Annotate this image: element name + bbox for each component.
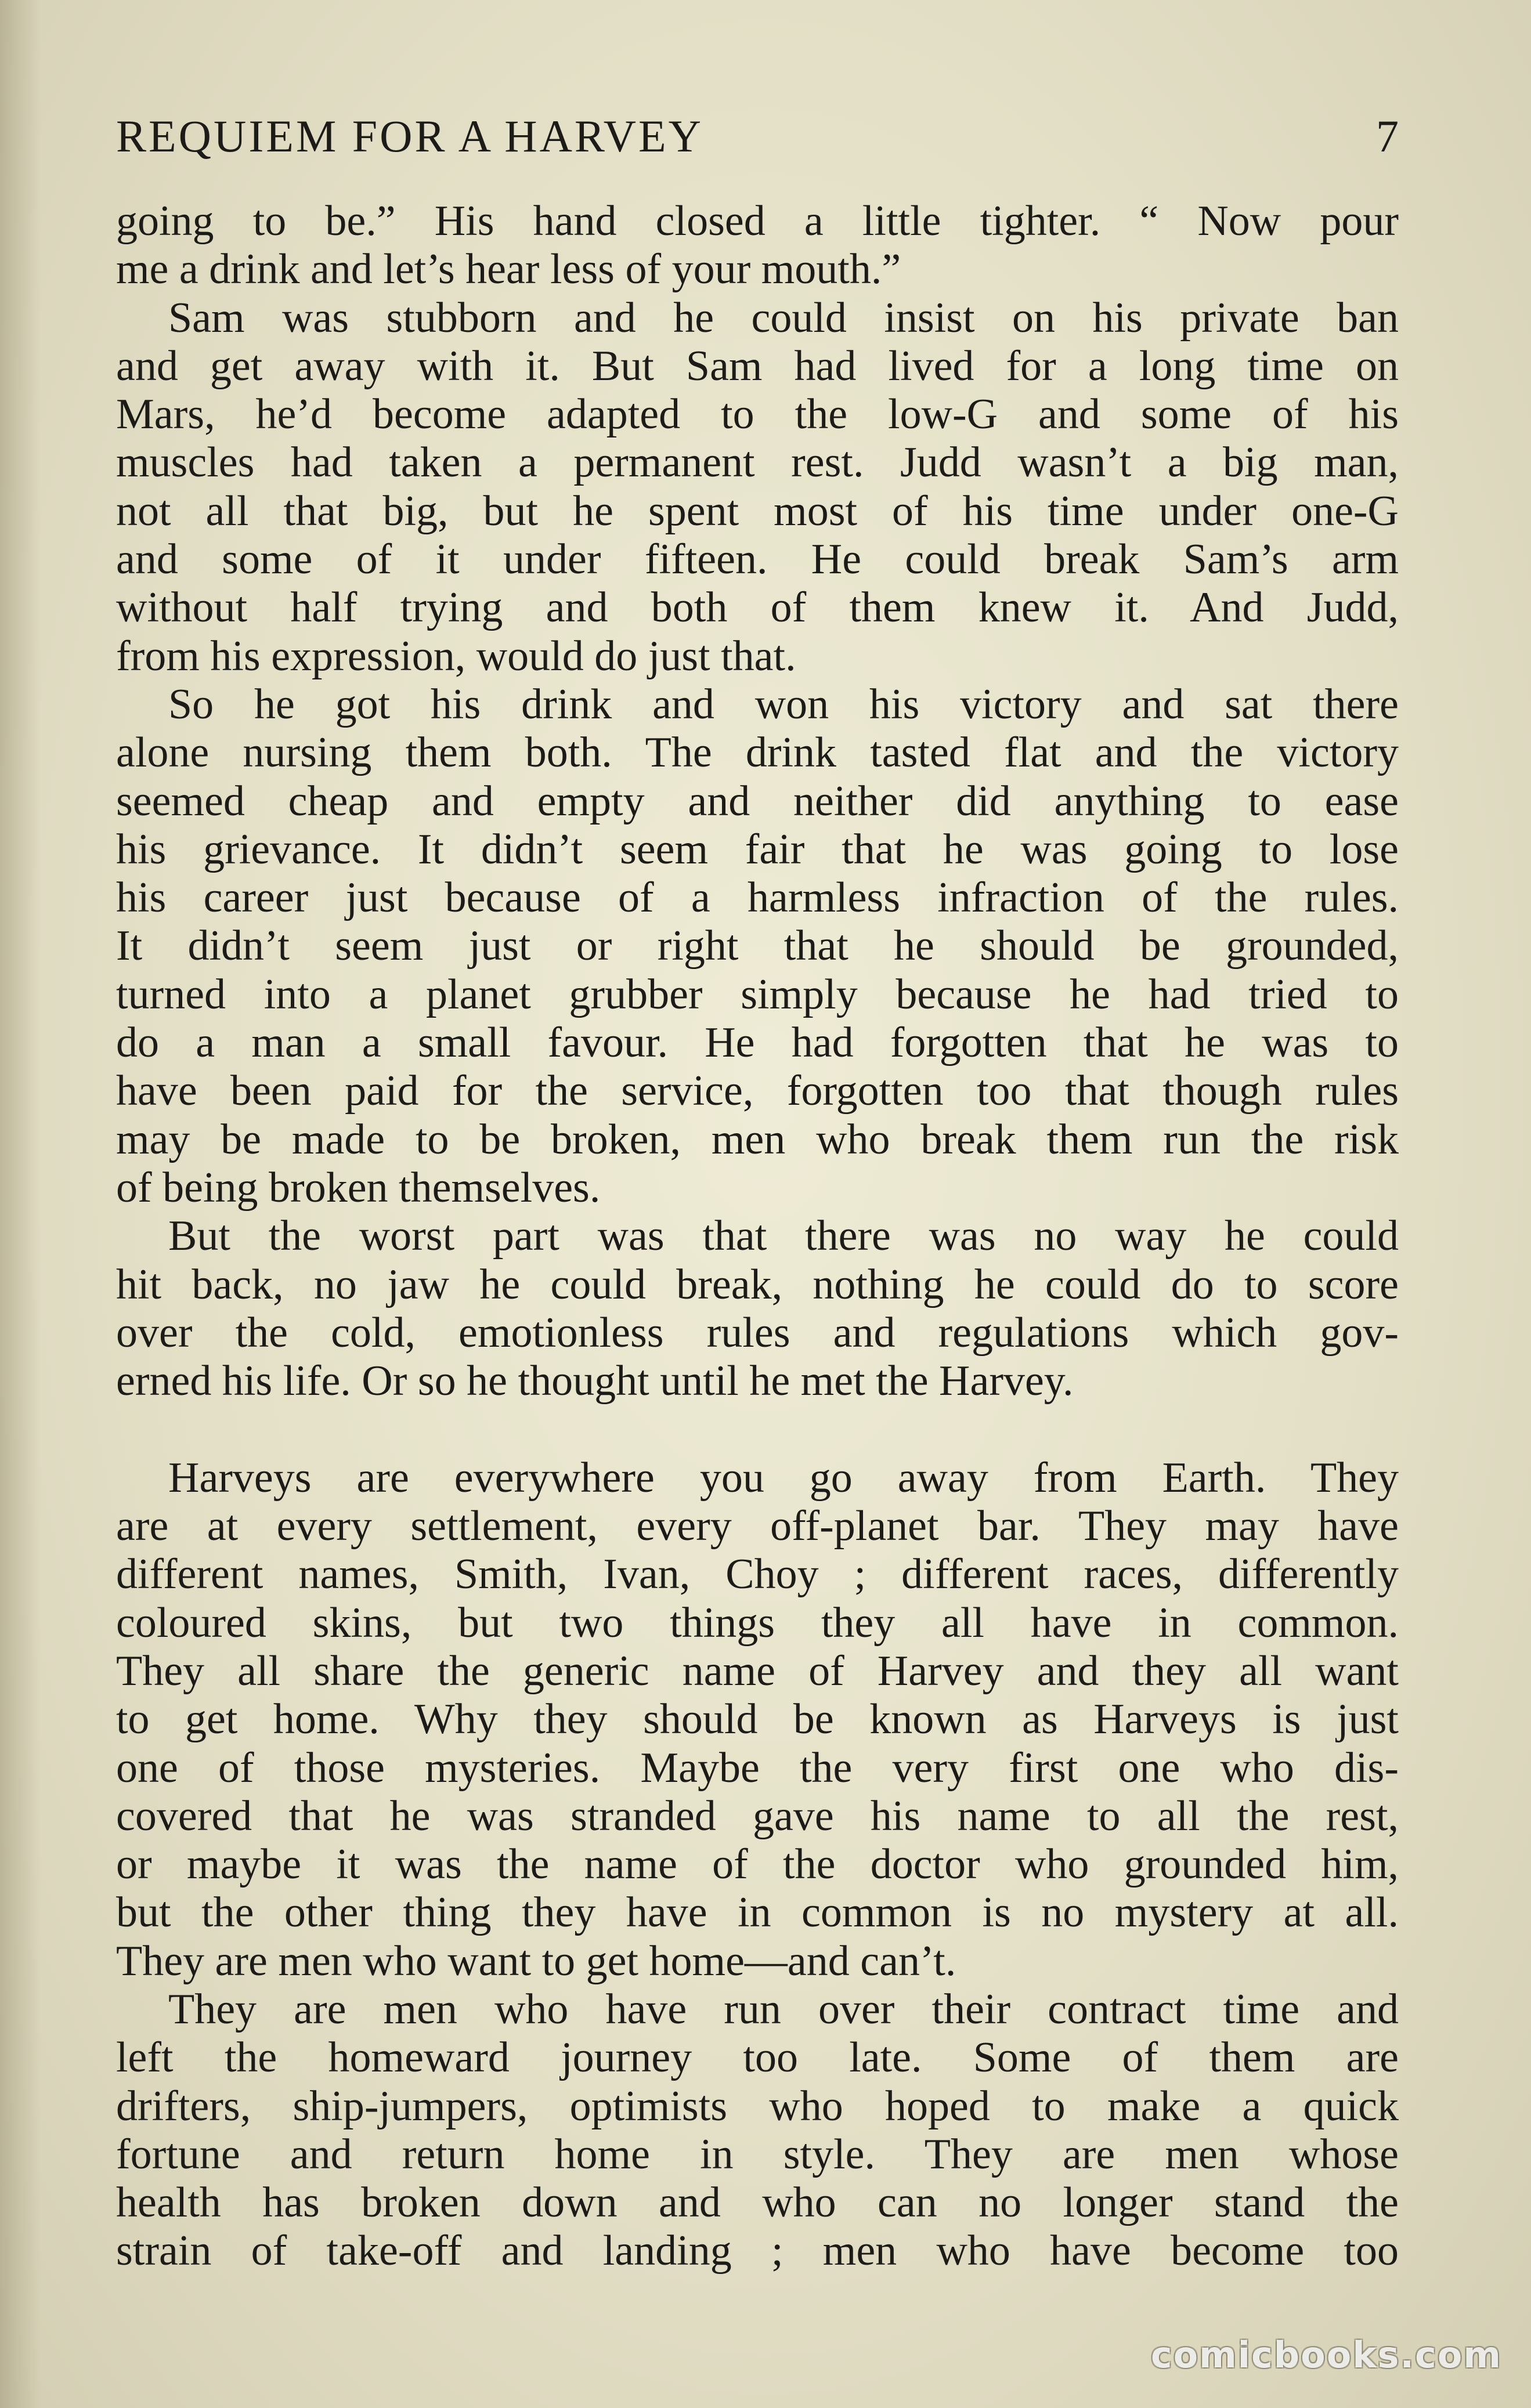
text-line: from his expression, would do just that. [116, 632, 796, 680]
running-title: REQUIEM FOR A HARVEY [116, 111, 704, 161]
section-break [116, 1405, 1399, 1454]
text-line: But the worst part was that there was no way he could [168, 1212, 1399, 1260]
text-line: erned his life. Or so he thought until he met the Harvey. [116, 1357, 1074, 1405]
text-line: his career just because of a harmless infraction of the rules. [116, 874, 1399, 922]
text-line: They are men who have run over their contract time and [168, 1985, 1399, 2033]
text-line: turned into a planet grubber simply because he had tried to [116, 970, 1399, 1018]
text-line: strain of take-off and landing ; men who have become too [116, 2227, 1399, 2275]
text-line: his grievance. It didn’t seem fair that he was going to lose [116, 825, 1399, 873]
page-header [116, 104, 1399, 168]
text-line: may be made to be broken, men who break them run the risk [116, 1115, 1399, 1163]
text-line: Sam was stubborn and he could insist on his private ban [168, 294, 1399, 342]
text-line: Harveys are everywhere you go away from Earth. They [168, 1454, 1399, 1502]
page-number: 7 [1376, 111, 1399, 161]
text-line: Mars, he’d become adapted to the low-G and some of his [116, 391, 1399, 439]
text-line: It didn’t seem just or right that he should be grounded, [116, 922, 1399, 970]
body-text [116, 197, 1399, 2276]
page-edge-shadow [0, 0, 41, 2408]
text-line: and get away with it. But Sam had lived for a long time on [116, 342, 1399, 390]
text-line: left the homeward journey too late. Some of them are [116, 2034, 1399, 2082]
text-line: and some of it under fifteen. He could break Sam’s arm [116, 536, 1399, 584]
text-line: have been paid for the service, forgotten too that though rules [116, 1067, 1399, 1115]
text-line: hit back, no jaw he could break, nothing he could do to score [116, 1260, 1399, 1308]
text-line: over the cold, emotionless rules and regulations which gov- [116, 1308, 1399, 1357]
text-line: drifters, ship-jumpers, optimists who hoped to make a quick [116, 2082, 1399, 2130]
text-line: So he got his drink and won his victory and sat there [168, 680, 1399, 728]
text-line: of being broken themselves. [116, 1163, 601, 1212]
text-line: They are men who want to get home—and can’t. [116, 1937, 956, 1985]
text-line: me a drink and let’s hear less of your mouth.” [116, 245, 901, 294]
text-line: to get home. Why they should be known as Harveys is just [116, 1695, 1399, 1744]
text-line: going to be.” His hand closed a little tighter. “ Now pour [116, 197, 1399, 245]
text-line: without half trying and both of them knew it. And Judd, [116, 584, 1399, 632]
text-line: muscles had taken a permanent rest. Judd wasn’t a big man, [116, 439, 1399, 487]
text-line: covered that he was stranded gave his name to all the rest, [116, 1792, 1399, 1840]
text-line: do a man a small favour. He had forgotten that he was to [116, 1019, 1399, 1067]
text-line: or maybe it was the name of the doctor who grounded him, [116, 1841, 1399, 1889]
text-line: alone nursing them both. The drink tasted flat and the victory [116, 729, 1399, 777]
text-line: different names, Smith, Ivan, Choy ; different races, differently [116, 1550, 1399, 1599]
text-line: seemed cheap and empty and neither did anything to ease [116, 777, 1399, 825]
text-line: but the other thing they have in common is no mystery at all. [116, 1889, 1399, 1937]
watermark-logo: comicbooks.com [1150, 2334, 1502, 2376]
text-line: coloured skins, but two things they all have in common. [116, 1599, 1399, 1647]
text-line: not all that big, but he spent most of his time under one-G [116, 487, 1399, 535]
text-line: They all share the generic name of Harvey and they all want [116, 1647, 1399, 1695]
text-line: one of those mysteries. Maybe the very first one who dis- [116, 1744, 1399, 1792]
text-line: are at every settlement, every off-planet bar. They may have [116, 1502, 1399, 1550]
text-line: health has broken down and who can no longer stand the [116, 2179, 1399, 2227]
text-line: fortune and return home in style. They are men whose [116, 2130, 1399, 2178]
